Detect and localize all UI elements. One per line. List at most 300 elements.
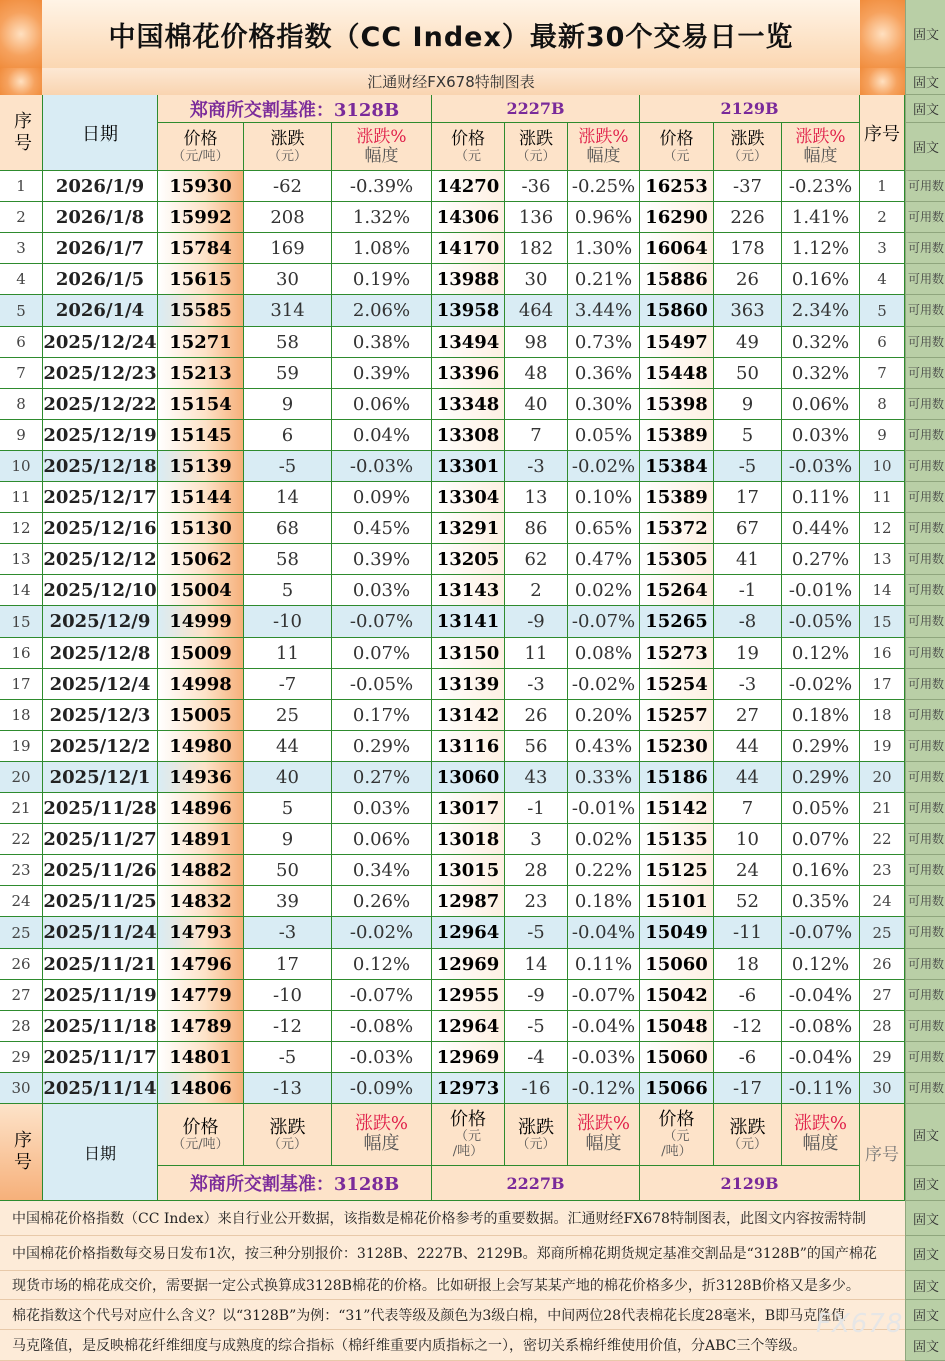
cell-r2: 0.20% [568,700,640,731]
cell-r3: 0.03% [782,420,860,451]
cell-r3: -0.01% [782,575,860,606]
pct-header-2227b-line1: 涨跌% [578,126,629,147]
cell-r3: 0.16% [782,264,860,295]
cell-p3: 15049 [640,917,714,949]
cell-c1: 50 [244,855,332,886]
cell-r2: 0.47% [568,544,640,575]
cell-seq: 10 [0,451,43,482]
cell-r2: 0.10% [568,482,640,513]
cell-r1: 0.39% [332,358,432,389]
table-row [0,358,887,389]
cell-seq: 4 [0,264,43,295]
cell-p2: 13060 [432,762,505,793]
cell-c3: 10 [714,824,782,855]
cell-p2: 13141 [432,606,505,638]
side-row-label: 可用数 [906,575,945,606]
cell-r1: 0.09% [332,482,432,513]
pct-footer-2227b-line1: 涨跌% [576,1113,631,1134]
cell-date: 2025/12/16 [43,513,158,544]
change-header-3128b-line1: 涨跌 [270,128,305,149]
cell-seq-right: 24 [860,886,905,917]
cell-c2: -4 [505,1042,568,1073]
price-header-2227b [432,123,505,171]
pct-header-2129b-line2: 幅度 [803,145,838,166]
cell-c1: 9 [244,824,332,855]
cell-r1: 0.06% [332,389,432,420]
table-row [0,1042,892,1073]
cell-r3: 0.32% [782,358,860,389]
cell-c2: 30 [505,264,568,295]
cell-r2: 0.73% [568,327,640,358]
table-row [0,669,892,700]
cell-c1: 39 [244,886,332,917]
cell-p1: 14806 [158,1073,244,1104]
cell-p1: 15615 [158,264,244,295]
cell-date: 2025/11/27 [43,824,158,855]
cell-p1: 15139 [158,451,244,482]
cell-p1: 15784 [158,233,244,264]
cell-c2: 182 [505,233,568,264]
cell-p3: 15389 [640,420,714,451]
cell-r2: 0.30% [568,389,640,420]
cell-date: 2026/1/8 [43,202,158,233]
change-footer-3128b-line1: 涨跌 [269,1116,306,1138]
cell-p3: 15042 [640,980,714,1011]
side-row-label: 可用数 [906,389,945,420]
cell-seq: 11 [0,482,43,513]
cell-r3: 0.32% [782,327,860,358]
change-header-2129b [714,123,782,171]
cell-r2: 1.30% [568,233,640,264]
cell-r3: 0.12% [782,638,860,669]
pct-footer-3128b-line1: 涨跌% [354,1113,409,1134]
cell-p2: 13017 [432,793,505,824]
cell-seq-right: 9 [860,420,905,451]
pct-footer-2227b [568,1104,640,1166]
cell-seq: 28 [0,1011,43,1042]
side-row-label: 可用数 [906,917,945,949]
cell-p2: 14306 [432,202,505,233]
cell-seq: 25 [0,917,43,949]
cell-r2: 0.96% [568,202,640,233]
cell-p2: 13396 [432,358,505,389]
cell-date: 2025/12/18 [43,451,158,482]
cell-p1: 14801 [158,1042,244,1073]
cell-c1: 25 [244,700,332,731]
cell-seq: 16 [0,638,43,669]
side-row-label: 可用数 [906,824,945,855]
cell-p3: 15125 [640,855,714,886]
cell-c1: 14 [244,482,332,513]
cell-p3: 15448 [640,358,714,389]
cell-r1: 0.45% [332,513,432,544]
price-footer-3128b-line2: （元/吨） [172,1136,229,1152]
cell-r2: -0.03% [568,1042,640,1073]
price-header-2129b [640,123,714,171]
cell-r3: 0.05% [782,793,860,824]
cell-c3: 44 [714,762,782,793]
cell-r3: -0.02% [782,669,860,700]
cell-p1: 14936 [158,762,244,793]
price-header-3128b [158,123,244,171]
watermark: FX678 [816,1309,904,1339]
corner-ornament-top-right [860,0,905,68]
cell-p3: 15186 [640,762,714,793]
cell-date: 2025/12/10 [43,575,158,606]
side-row-label: 可用数 [906,793,945,824]
cell-r3: 1.41% [782,202,860,233]
cell-r1: -0.09% [332,1073,432,1104]
cell-r2: -0.02% [568,669,640,700]
cell-p3: 15389 [640,482,714,513]
cell-r1: 0.39% [332,544,432,575]
cell-r1: 0.06% [332,824,432,855]
cell-r3: 1.12% [782,233,860,264]
cell-c2: 136 [505,202,568,233]
sidebar-column [905,0,945,1361]
cell-seq-right: 17 [860,669,905,700]
cell-r1: -0.02% [332,917,432,949]
cell-r3: 0.06% [782,389,860,420]
cell-c3: 41 [714,544,782,575]
cell-r1: -0.03% [332,451,432,482]
cell-c2: 40 [505,389,568,420]
cell-c3: 17 [714,482,782,513]
cell-r2: -0.01% [568,793,640,824]
side-label: 固文 [906,68,945,95]
cell-p2: 12964 [432,917,505,949]
side-row-label: 可用数 [906,451,945,482]
cell-r3: -0.03% [782,451,860,482]
cell-c2: 98 [505,327,568,358]
table-row [0,638,892,669]
cell-seq: 5 [0,295,43,327]
cell-seq: 19 [0,731,43,762]
cell-p1: 15992 [158,202,244,233]
cell-r2: 3.44% [568,295,640,327]
cell-p2: 13143 [432,575,505,606]
cell-p1: 14891 [158,824,244,855]
cell-p2: 12955 [432,980,505,1011]
cell-seq-right: 3 [860,233,905,264]
change-footer-2227b-line2: （元） [516,1136,556,1152]
cell-date: 2026/1/9 [43,171,158,202]
pct-header-3128b-line2: 幅度 [364,145,399,166]
cell-seq-right: 18 [860,700,905,731]
price-footer-2227b-line1: 价格 [450,1109,486,1130]
cell-r2: 0.02% [568,575,640,606]
cell-seq-right: 15 [860,606,905,638]
cell-p2: 13308 [432,420,505,451]
date-header: 日期 [43,95,158,171]
cell-r2: -0.02% [568,451,640,482]
cell-date: 2026/1/5 [43,264,158,295]
change-footer-2129b-line1: 涨跌 [729,1116,766,1138]
cell-c2: -9 [505,606,568,638]
cell-c1: 44 [244,731,332,762]
price-footer-2227b-line3: /吨） [452,1144,484,1159]
cell-p1: 14882 [158,855,244,886]
change-footer-2129b-line2: （元） [727,1136,767,1152]
cell-p2: 13018 [432,824,505,855]
footer-note-5: 马克隆值，是反映棉花纤维细度与成熟度的综合指标（棉纤维重要内质指标之一），密切关系棉纤维使用价值，分ABC三个等级。 [0,1330,905,1361]
cell-c1: 30 [244,264,332,295]
seq-right-footer-header: 序号 [860,1104,905,1201]
cell-p2: 13348 [432,389,505,420]
cell-date: 2025/11/21 [43,949,158,980]
side-label: 固文 [906,1201,945,1236]
table-row [0,327,887,358]
table-row [0,1011,892,1042]
cell-p3: 16064 [640,233,714,264]
cell-r2: 0.33% [568,762,640,793]
change-footer-2227b-line1: 涨跌 [518,1116,554,1138]
cell-seq-right: 29 [860,1042,905,1073]
table-row [0,886,892,917]
price-footer-2129b-line2: （元 [663,1129,690,1144]
change-header-2227b-line2: （元） [516,148,556,164]
cell-c3: 24 [714,855,782,886]
cell-r1: 0.26% [332,886,432,917]
cell-p1: 15213 [158,358,244,389]
cell-c2: 26 [505,700,568,731]
side-row-label: 可用数 [906,638,945,669]
cell-c1: 58 [244,327,332,358]
cell-p3: 15048 [640,1011,714,1042]
cell-seq-right: 21 [860,793,905,824]
cell-seq: 21 [0,793,43,824]
cell-seq-right: 6 [860,327,905,358]
cell-seq-right: 8 [860,389,905,420]
side-row-label: 可用数 [906,482,945,513]
cell-date: 2025/12/8 [43,638,158,669]
price-header-2227b-line1: 价格 [451,128,485,149]
change-header-2129b-line2: （元） [727,148,767,164]
seq-footer-header: 序号 [0,1104,43,1201]
side-row-label: 可用数 [906,1073,945,1104]
table-row [0,513,892,544]
cell-r3: -0.23% [782,171,860,202]
table-row [0,171,887,202]
cell-c2: 13 [505,482,568,513]
cell-c3: -17 [714,1073,782,1104]
cell-c3: 9 [714,389,782,420]
change-header-3128b [244,123,332,171]
cell-r3: -0.04% [782,1042,860,1073]
side-label: 固文 [906,1236,945,1271]
cell-c3: 5 [714,420,782,451]
cell-r1: 2.06% [332,295,432,327]
pct-header-3128b-line1: 涨跌% [356,126,407,147]
cell-p2: 12987 [432,886,505,917]
cell-r3: -0.05% [782,606,860,638]
cell-c1: 6 [244,420,332,451]
side-row-label: 可用数 [906,1011,945,1042]
table-row [0,855,892,886]
cell-p3: 15101 [640,886,714,917]
cell-p2: 14270 [432,171,505,202]
cell-p1: 15154 [158,389,244,420]
cell-p2: 13150 [432,638,505,669]
cell-c1: 9 [244,389,332,420]
cell-r1: 0.29% [332,731,432,762]
cell-p3: 15135 [640,824,714,855]
cell-seq: 9 [0,420,43,451]
cell-c1: -13 [244,1073,332,1104]
side-row-label: 可用数 [906,264,945,295]
price-header-2129b-line1: 价格 [659,128,694,149]
cell-c1: 17 [244,949,332,980]
cell-c1: 68 [244,513,332,544]
cell-p2: 12964 [432,1011,505,1042]
cell-seq-right: 27 [860,980,905,1011]
table-row [0,233,887,264]
cell-seq-right: 20 [860,762,905,793]
cell-r2: 0.21% [568,264,640,295]
cell-p1: 15930 [158,171,244,202]
cell-r1: 0.04% [332,420,432,451]
table-row [0,264,887,295]
cell-c2: -3 [505,669,568,700]
pct-footer-2129b-line1: 涨跌% [793,1113,848,1134]
cell-r1: -0.07% [332,980,432,1011]
cell-r1: 0.03% [332,793,432,824]
cell-c1: 208 [244,202,332,233]
cell-p2: 12969 [432,1042,505,1073]
cell-seq-right: 12 [860,513,905,544]
side-row-label: 可用数 [906,233,945,264]
cell-seq-right: 7 [860,358,905,389]
cell-c1: 5 [244,793,332,824]
cell-seq: 17 [0,669,43,700]
cell-p1: 14793 [158,917,244,949]
cell-date: 2025/12/2 [43,731,158,762]
cell-date: 2025/12/19 [43,420,158,451]
cell-r1: 1.32% [332,202,432,233]
cell-r3: 0.44% [782,513,860,544]
cell-p1: 15004 [158,575,244,606]
side-row-label: 可用数 [906,358,945,389]
corner-ornament-top-left [0,0,42,68]
cell-p1: 15585 [158,295,244,327]
cell-c3: -3 [714,669,782,700]
cell-p1: 15145 [158,420,244,451]
cell-c3: 49 [714,327,782,358]
cell-c1: 58 [244,544,332,575]
change-footer-2227b [505,1104,568,1166]
cell-c1: 11 [244,638,332,669]
cell-r3: 0.27% [782,544,860,575]
side-row-label: 可用数 [906,1042,945,1073]
cell-c1: -12 [244,1011,332,1042]
cell-seq: 22 [0,824,43,855]
price-footer-2129b-line3: /吨） [661,1144,692,1159]
change-header-2129b-line1: 涨跌 [730,128,765,149]
price-footer-2227b [432,1104,505,1166]
group-footer-2227b: 2227B [432,1166,640,1201]
group-header-2227b: 2227B [432,95,640,123]
cell-c2: 11 [505,638,568,669]
cell-r3: 0.16% [782,855,860,886]
group-header-3128b: 郑商所交割基准：3128B [158,95,432,123]
cell-date: 2026/1/4 [43,295,158,327]
cell-c3: 7 [714,793,782,824]
cell-seq: 2 [0,202,43,233]
cell-p1: 14998 [158,669,244,700]
pct-header-2129b-line1: 涨跌% [795,126,846,147]
cell-c2: 3 [505,824,568,855]
corner-ornament-right [860,68,905,95]
cell-seq: 24 [0,886,43,917]
group-header-2129b: 2129B [640,95,860,123]
side-row-label: 可用数 [906,731,945,762]
cell-c2: -3 [505,451,568,482]
cell-seq-right: 30 [860,1073,905,1104]
footer-note-1: 中国棉花价格指数（CC Index）来自行业公开数据，该指数是棉花价格参考的重要数据。汇通财经FX678特制图表，此图文内容按需特制 [0,1201,905,1236]
cell-c2: 14 [505,949,568,980]
cell-p2: 13304 [432,482,505,513]
cell-c1: -3 [244,917,332,949]
cell-date: 2025/12/24 [43,327,158,358]
change-header-2227b [505,123,568,171]
price-footer-2227b-line2: （元 [454,1129,481,1144]
cell-p3: 15254 [640,669,714,700]
cell-c2: 23 [505,886,568,917]
cell-r1: 0.38% [332,327,432,358]
cell-date: 2025/12/1 [43,762,158,793]
cell-p2: 14170 [432,233,505,264]
cell-r1: 0.17% [332,700,432,731]
side-label: 固文 [906,0,945,68]
cell-p2: 13494 [432,327,505,358]
cell-seq: 3 [0,233,43,264]
side-row-label: 可用数 [906,513,945,544]
cell-p2: 13116 [432,731,505,762]
cell-c1: -10 [244,606,332,638]
cell-p3: 16253 [640,171,714,202]
cell-r3: 0.12% [782,949,860,980]
table-row [0,762,892,793]
side-row-label: 可用数 [906,855,945,886]
pct-footer-3128b-line2: 幅度 [363,1133,400,1154]
cell-date: 2025/11/18 [43,1011,158,1042]
cell-seq: 1 [0,171,43,202]
cell-seq-right: 22 [860,824,905,855]
change-header-2227b-line1: 涨跌 [519,128,553,149]
cell-r3: 0.29% [782,731,860,762]
cell-seq: 27 [0,980,43,1011]
side-row-label: 可用数 [906,420,945,451]
cell-seq: 7 [0,358,43,389]
change-footer-3128b-line2: （元） [267,1136,307,1152]
cell-r2: -0.04% [568,917,640,949]
cell-date: 2025/11/28 [43,793,158,824]
cell-r1: -0.05% [332,669,432,700]
cell-p1: 15144 [158,482,244,513]
cell-c3: 67 [714,513,782,544]
cell-p3: 15257 [640,700,714,731]
side-row-label: 可用数 [906,700,945,731]
cell-r3: 0.35% [782,886,860,917]
side-row-label: 可用数 [906,669,945,700]
side-label: 固文 [906,1271,945,1300]
cell-p3: 15230 [640,731,714,762]
side-label: 固文 [906,1300,945,1330]
cell-p3: 15860 [640,295,714,327]
table-row [0,544,892,575]
cell-p1: 14832 [158,886,244,917]
side-row-label: 可用数 [906,171,945,202]
